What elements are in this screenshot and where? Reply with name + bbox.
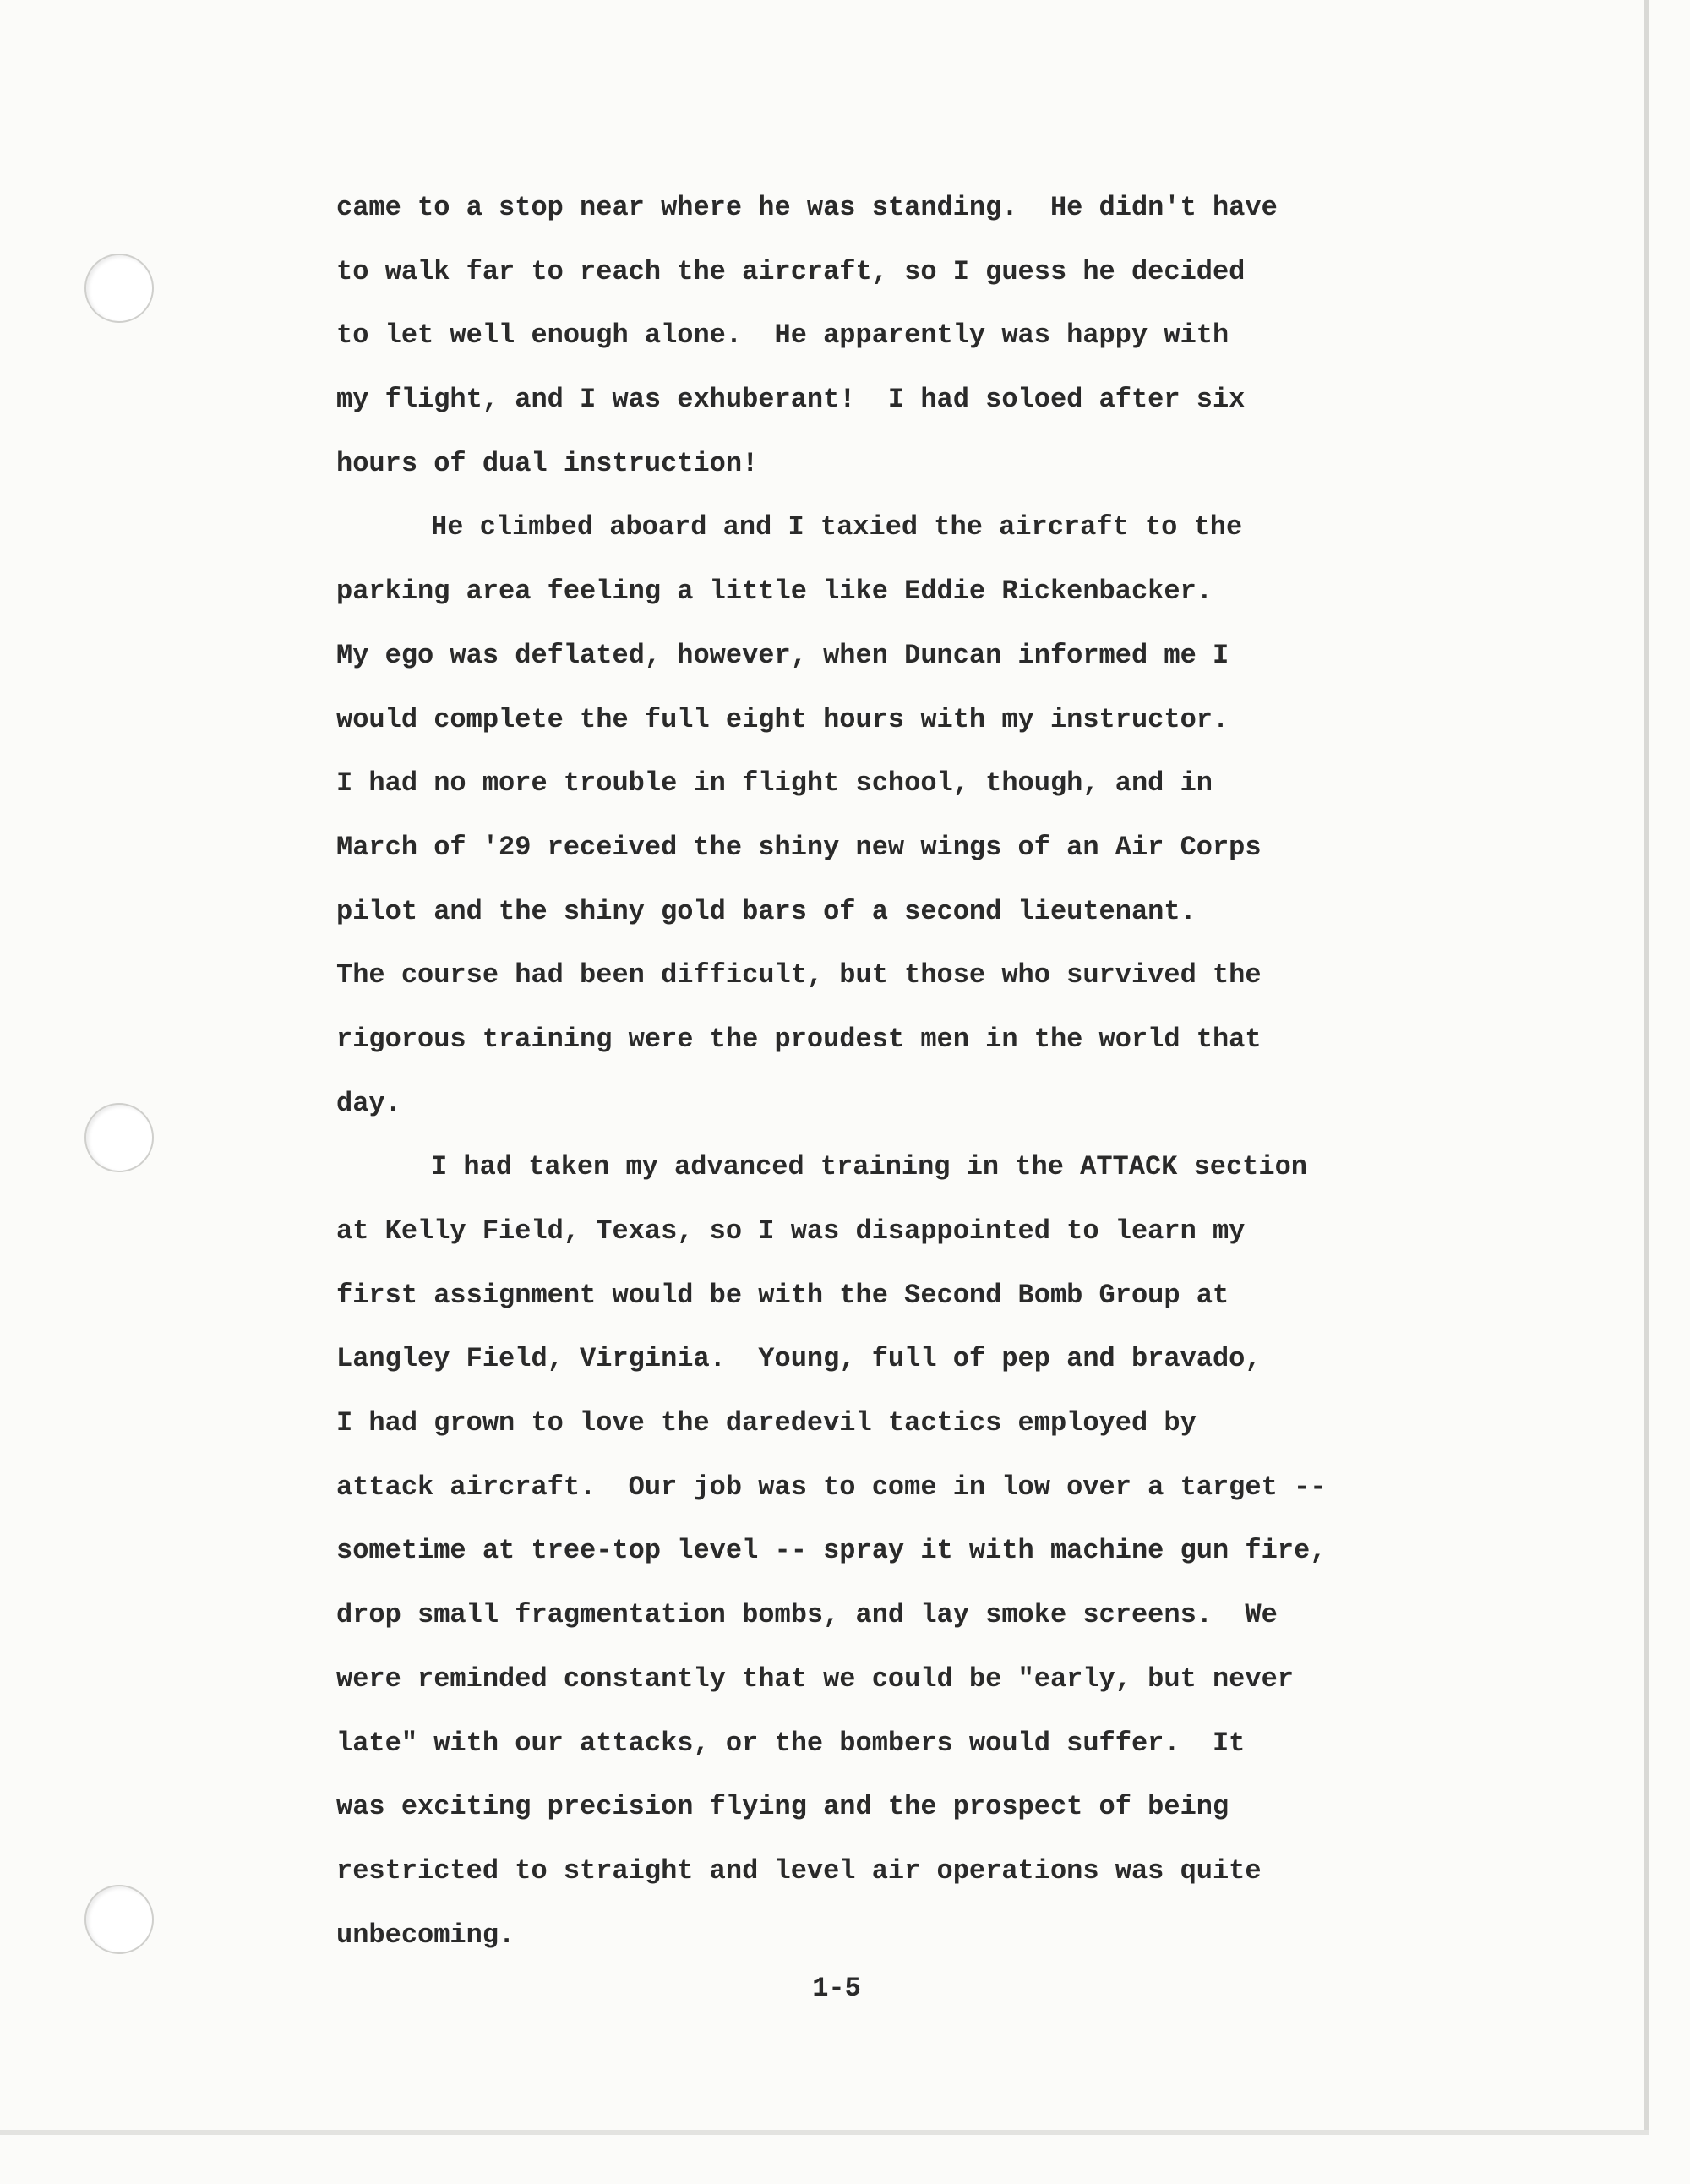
page-number: 1-5 [812,1973,861,2004]
punch-hole [84,254,154,323]
text-line: were reminded constantly that we could be "early, but never [336,1663,1294,1695]
text-line: My ego was deflated, however, when Duncan informed me I [336,639,1229,671]
text-line: Langley Field, Virginia. Young, full of pep and bravado, [336,1343,1262,1375]
text-line: to let well enough alone. He apparently was happy with [336,319,1229,352]
text-line: I had grown to love the daredevil tactics employed by [336,1407,1197,1439]
text-line: came to a stop near where he was standing. He didn't have [336,192,1278,223]
paragraph [336,504,1519,1144]
typescript-body [336,184,1519,1975]
punch-hole [84,1885,154,1954]
text-line: was exciting precision flying and the prospect of being [336,1791,1229,1823]
page-right-edge [1644,0,1649,2130]
text-line: rigorous training were the proudest men in the world that [336,1023,1262,1055]
text-line: pilot and the shiny gold bars of a second lieutenant. [336,895,1197,927]
text-line: I had no more trouble in flight school, though, and in [336,767,1213,800]
text-line: late" with our attacks, or the bombers would suffer. It [336,1727,1246,1759]
page-bottom-edge [0,2130,1649,2135]
text-line: He climbed aboard and I taxied the aircraft to the [431,511,1243,543]
text-line: parking area feeling a little like Eddie Rickenbacker. [336,576,1213,608]
text-line: attack aircraft. Our job was to come in low over a target -- [336,1471,1327,1503]
text-line: March of '29 received the shiny new wings of an Air Corps [336,831,1262,863]
text-line: to walk far to reach the aircraft, so I guess he decided [336,255,1246,287]
text-line: would complete the full eight hours with my instructor. [336,703,1229,735]
text-line: I had taken my advanced training in the ATTACK section [431,1151,1307,1183]
text-line: my flight, and I was exhuberant! I had soloed after six [336,384,1246,416]
text-line: at Kelly Field, Texas, so I was disappointed to learn my [336,1215,1246,1247]
text-line: drop small fragmentation bombs, and lay smoke screens. We [336,1599,1278,1631]
text-line: day. [336,1087,401,1119]
text-line: The course had been difficult, but those who survived the [336,959,1262,991]
text-line: hours of dual instruction! [336,447,759,479]
text-line: sometime at tree-top level -- spray it with machine gun fire, [336,1535,1327,1567]
text-line: restricted to straight and level air operations was quite [336,1854,1262,1886]
text-line: first assignment would be with the Second Bomb Group at [336,1279,1229,1311]
paragraph [336,1144,1519,1975]
paragraph [336,184,1519,504]
punch-hole [84,1103,154,1172]
text-line: unbecoming. [336,1919,515,1951]
